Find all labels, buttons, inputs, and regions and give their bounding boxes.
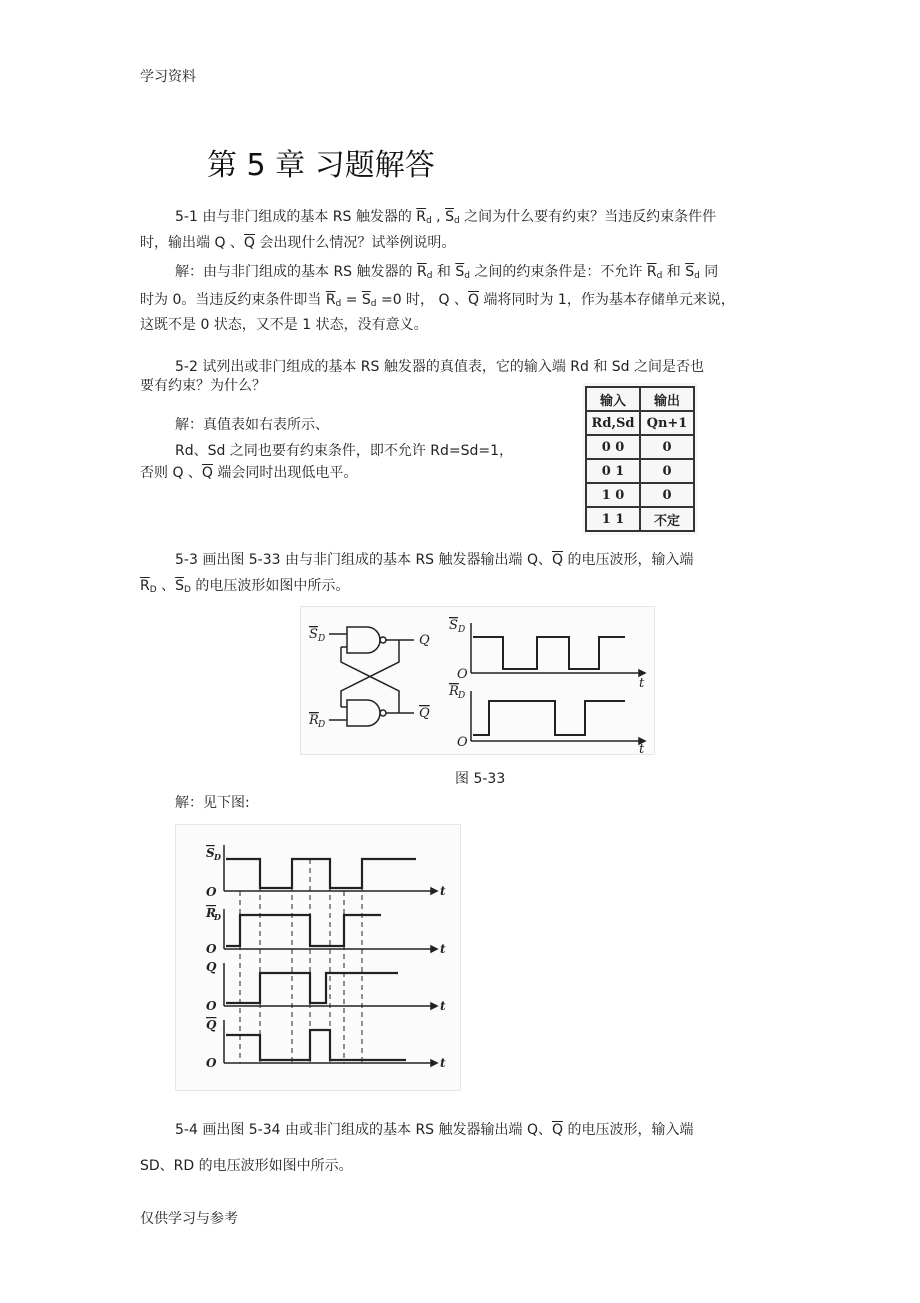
q2-line2: 要有约束？为什么？ <box>140 378 266 394</box>
q1-answer-line1: 解：由与非门组成的基本 RS 触发器的 $\overline{R}_d$ 和 $\overline{S}_d$ 之间的约束条件是：不允许 $\overline{R}_d$ 和 $\overline{S}_d$ 同 <box>175 264 719 281</box>
nand-gate-upper <box>347 627 380 653</box>
ans-qbar-label: Q <box>206 1018 217 1032</box>
nand-gate-lower <box>347 700 380 726</box>
fig-q-label: Q <box>419 633 430 648</box>
q4-line2: SD、RD 的电压波形如图中所示。 <box>140 1158 353 1174</box>
table-cell: 0 0 <box>586 435 640 459</box>
q2-answer-line3: 否则 Q 、$\overline{Q}$ 端会同时出现低电平。 <box>140 465 358 481</box>
q1-line1: 5-1 由与非门组成的基本 RS 触发器的 $\overline{R}_d$ , $\overline{S}_d$ 之间为什么要有约束？当违反约束条件件 <box>175 209 717 226</box>
ans-sd-sub: D <box>214 852 221 862</box>
figure-5-33-svg <box>301 607 654 754</box>
table-subheader: Rd,Sd <box>586 411 640 435</box>
table-cell: 0 <box>640 483 694 507</box>
figure-5-33 <box>300 606 655 755</box>
ans-rd-sub: D <box>214 912 221 922</box>
fig-wave-rd-sub: D <box>458 691 466 701</box>
chapter-title: 第 5 章 习题解答 <box>207 148 435 183</box>
q1-line2: 时，输出端 Q 、$\overline{Q}$ 会出现什么情况？试举例说明。 <box>140 235 456 251</box>
table-cell: 1 1 <box>586 507 640 531</box>
table-cell: 1 0 <box>586 483 640 507</box>
fig-sd-sub: D <box>318 634 326 644</box>
fig-wave-sd-label: S <box>449 618 458 633</box>
ans-t-2: t <box>440 942 446 956</box>
page-header: 学习资料 <box>140 69 196 85</box>
fig-rd-sub: D <box>318 720 326 730</box>
ans-zero-3: O <box>206 999 217 1013</box>
ans-rd-label: R <box>206 906 216 920</box>
q1-answer-line2: 时为 0。当违反约束条件即当 $\overline{R}_d = \overline{S}_d =0$ 时， Q 、$\overline{Q}$ 端将同时为 1，作为基本存储单元来说， <box>140 292 735 309</box>
nand-bubble-upper <box>380 637 386 643</box>
table-cell: 0 <box>640 435 694 459</box>
answer-waveform-svg <box>176 825 460 1090</box>
fig-rd-label: R <box>309 713 319 728</box>
table-subheader: Qn+1 <box>640 411 694 435</box>
table-cell: 0 1 <box>586 459 640 483</box>
fig-qbar-label: Q <box>419 706 430 721</box>
table-header: 输入 <box>586 387 640 411</box>
fig-t-2: t <box>639 742 645 754</box>
q2-answer-line2: Rd、Sd 之同也要有约束条件，即不允许 Rd=Sd=1， <box>175 443 514 459</box>
ans-zero-4: O <box>206 1056 217 1070</box>
table-cell: 0 <box>640 459 694 483</box>
fig-sd-label: S <box>309 627 318 642</box>
q1-answer-line3: 这既不是 0 状态，又不是 1 状态，没有意义。 <box>140 317 428 333</box>
ans-sd-label: S <box>206 846 215 860</box>
q2-line1: 5-2 试列出或非门组成的基本 RS 触发器的真值表，它的输入端 Rd 和 Sd 之间是否也 <box>175 359 705 375</box>
table-cell: 不定 <box>640 507 694 531</box>
fig-wave-rd-label: R <box>449 684 459 699</box>
nand-bubble-lower <box>380 710 386 716</box>
table-header: 输出 <box>640 387 694 411</box>
page-footer: 仅供学习与参考 <box>140 1211 238 1227</box>
fig-wave-sd-sub: D <box>458 625 466 635</box>
q2-answer-line1: 解：真值表如右表所示、 <box>175 417 329 433</box>
ans-zero-2: O <box>206 942 217 956</box>
answer-waveform-figure <box>175 824 461 1091</box>
ans-t-1: t <box>440 884 446 898</box>
ans-t-4: t <box>440 1056 446 1070</box>
fig-zero-2: O <box>457 735 468 750</box>
fig-zero-1: O <box>457 667 468 682</box>
ans-zero-1: O <box>206 885 217 899</box>
figure-caption: 图 5-33 <box>455 771 506 787</box>
q3-line1: 5-3 画出图 5-33 由与非门组成的基本 RS 触发器输出端 Q、$\overline{Q}$ 的电压波形，输入端 <box>175 552 694 568</box>
q3-line2: $\overline{R}_D$ 、$\overline{S}_D$ 的电压波形如图中所示。 <box>140 578 350 595</box>
q3-answer: 解：见下图: <box>175 795 250 811</box>
ans-q-label: Q <box>206 960 217 974</box>
q4-line1: 5-4 画出图 5-34 由或非门组成的基本 RS 触发器输出端 Q、$\overline{Q}$ 的电压波形，输入端 <box>175 1122 694 1138</box>
ans-t-3: t <box>440 999 446 1013</box>
truth-table <box>582 383 698 535</box>
fig-t-1: t <box>639 676 645 691</box>
